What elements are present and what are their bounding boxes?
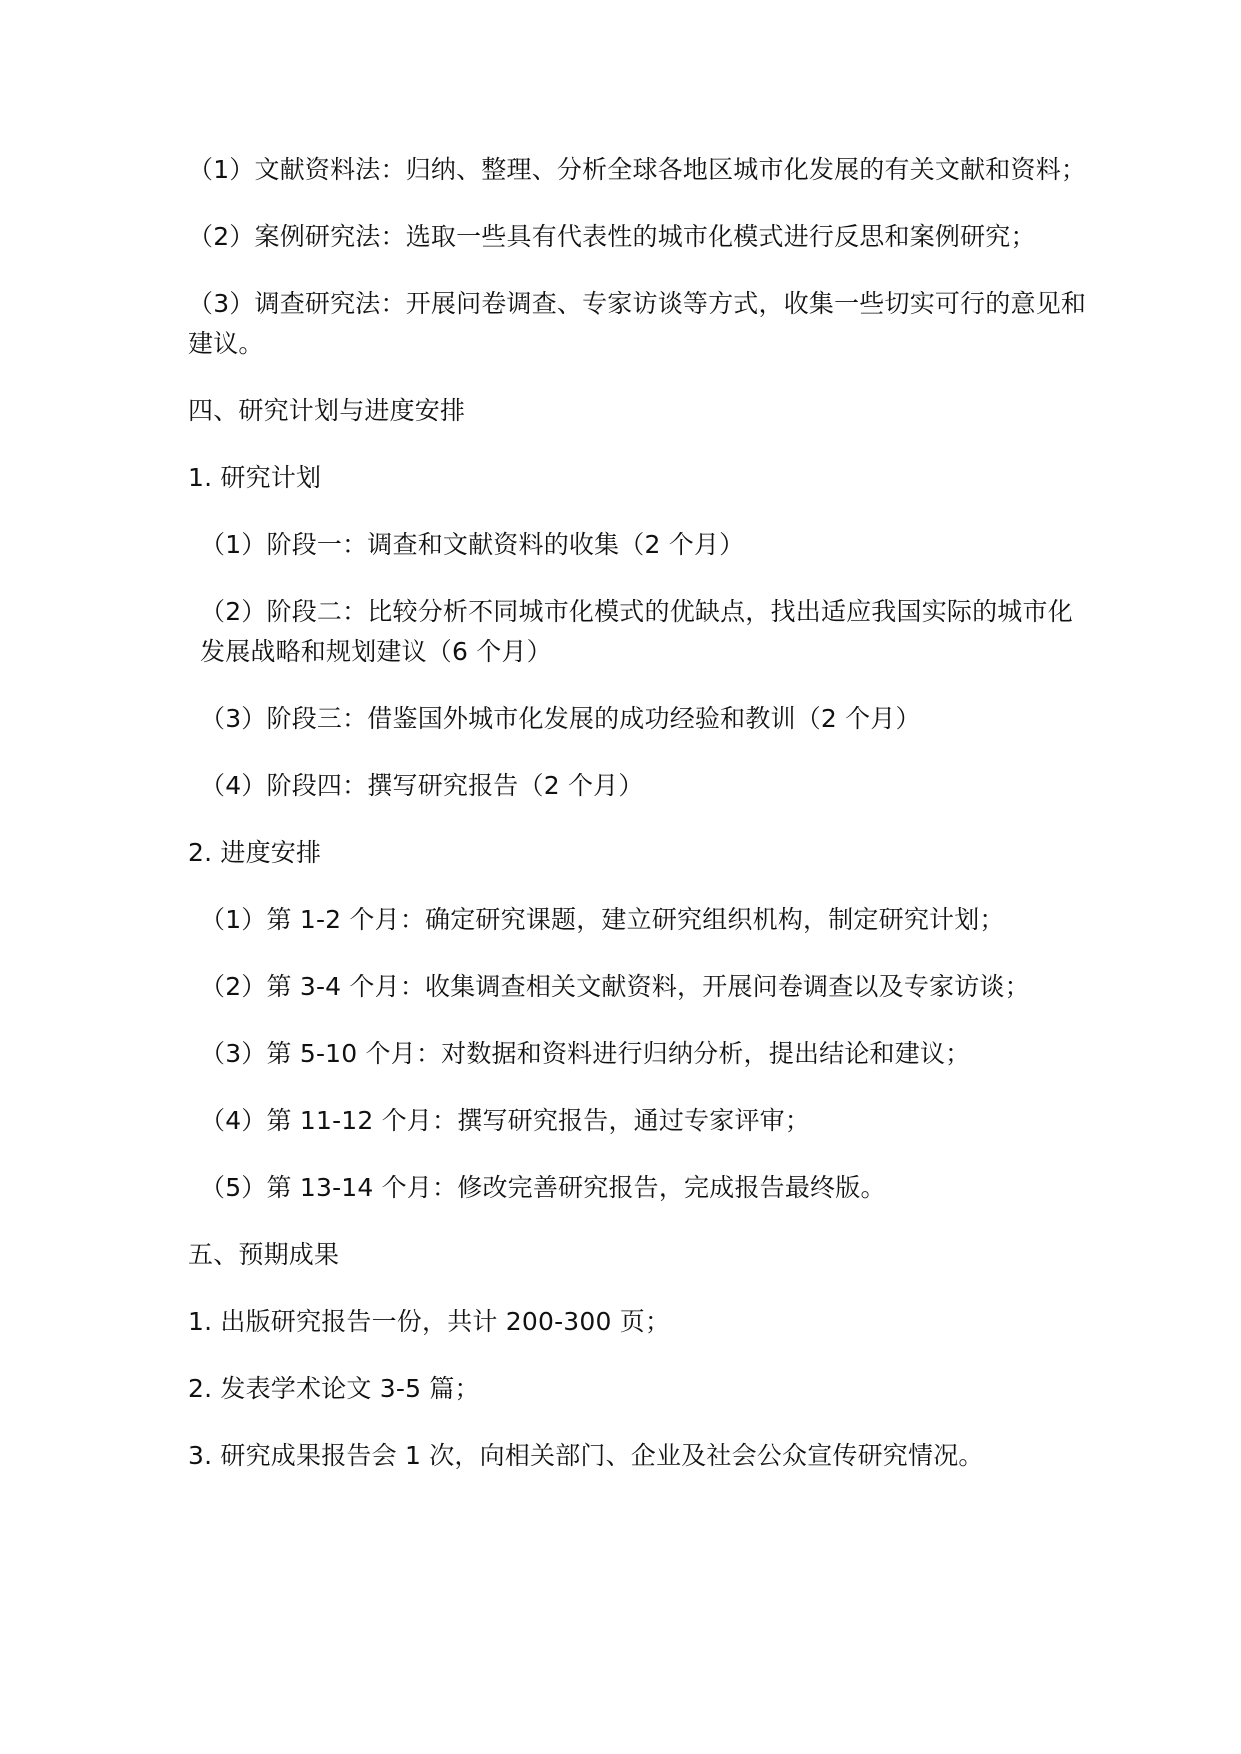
method-item-survey: （3）调查研究法：开展问卷调查、专家访谈等方式，收集一些切实可行的意见和建议。: [188, 289, 1087, 358]
subheading-schedule: 2. 进度安排: [188, 838, 322, 867]
plan-stage-2: （2）阶段二：比较分析不同城市化模式的优缺点，找出适应我国实际的城市化发展战略和规划建议（6 个月）: [200, 597, 1073, 666]
section-heading-expected-outcomes: 五、预期成果: [188, 1240, 340, 1269]
schedule-item-4: （4）第 11-12 个月：撰写研究报告，通过专家评审；: [200, 1106, 811, 1135]
outcome-item-3: 3. 研究成果报告会 1 次，向相关部门、企业及社会公众宣传研究情况。: [188, 1441, 984, 1470]
schedule-item-1: （1）第 1-2 个月：确定研究课题，建立研究组织机构，制定研究计划；: [200, 905, 1005, 934]
schedule-item-5: （5）第 13-14 个月：修改完善研究报告，完成报告最终版。: [200, 1173, 886, 1202]
subheading-research-plan: 1. 研究计划: [188, 463, 322, 492]
method-item-case-study: （2）案例研究法：选取一些具有代表性的城市化模式进行反思和案例研究；: [188, 222, 1036, 251]
outcome-item-2: 2. 发表学术论文 3-5 篇；: [188, 1374, 480, 1403]
plan-stage-1: （1）阶段一：调查和文献资料的收集（2 个月）: [200, 530, 745, 559]
plan-stage-3: （3）阶段三：借鉴国外城市化发展的成功经验和教训（2 个月）: [200, 704, 921, 733]
plan-stage-4: （4）阶段四：撰写研究报告（2 个月）: [200, 771, 644, 800]
schedule-item-2: （2）第 3-4 个月：收集调查相关文献资料，开展问卷调查以及专家访谈；: [200, 972, 1030, 1001]
outcome-item-1: 1. 出版研究报告一份，共计 200-300 页；: [188, 1307, 671, 1336]
method-item-literature: （1）文献资料法：归纳、整理、分析全球各地区城市化发展的有关文献和资料；: [188, 155, 1087, 184]
section-heading-research-plan: 四、研究计划与进度安排: [188, 396, 466, 425]
document-page: [188, 150, 1088, 1503]
schedule-item-3: （3）第 5-10 个月：对数据和资料进行归纳分析，提出结论和建议；: [200, 1039, 971, 1068]
